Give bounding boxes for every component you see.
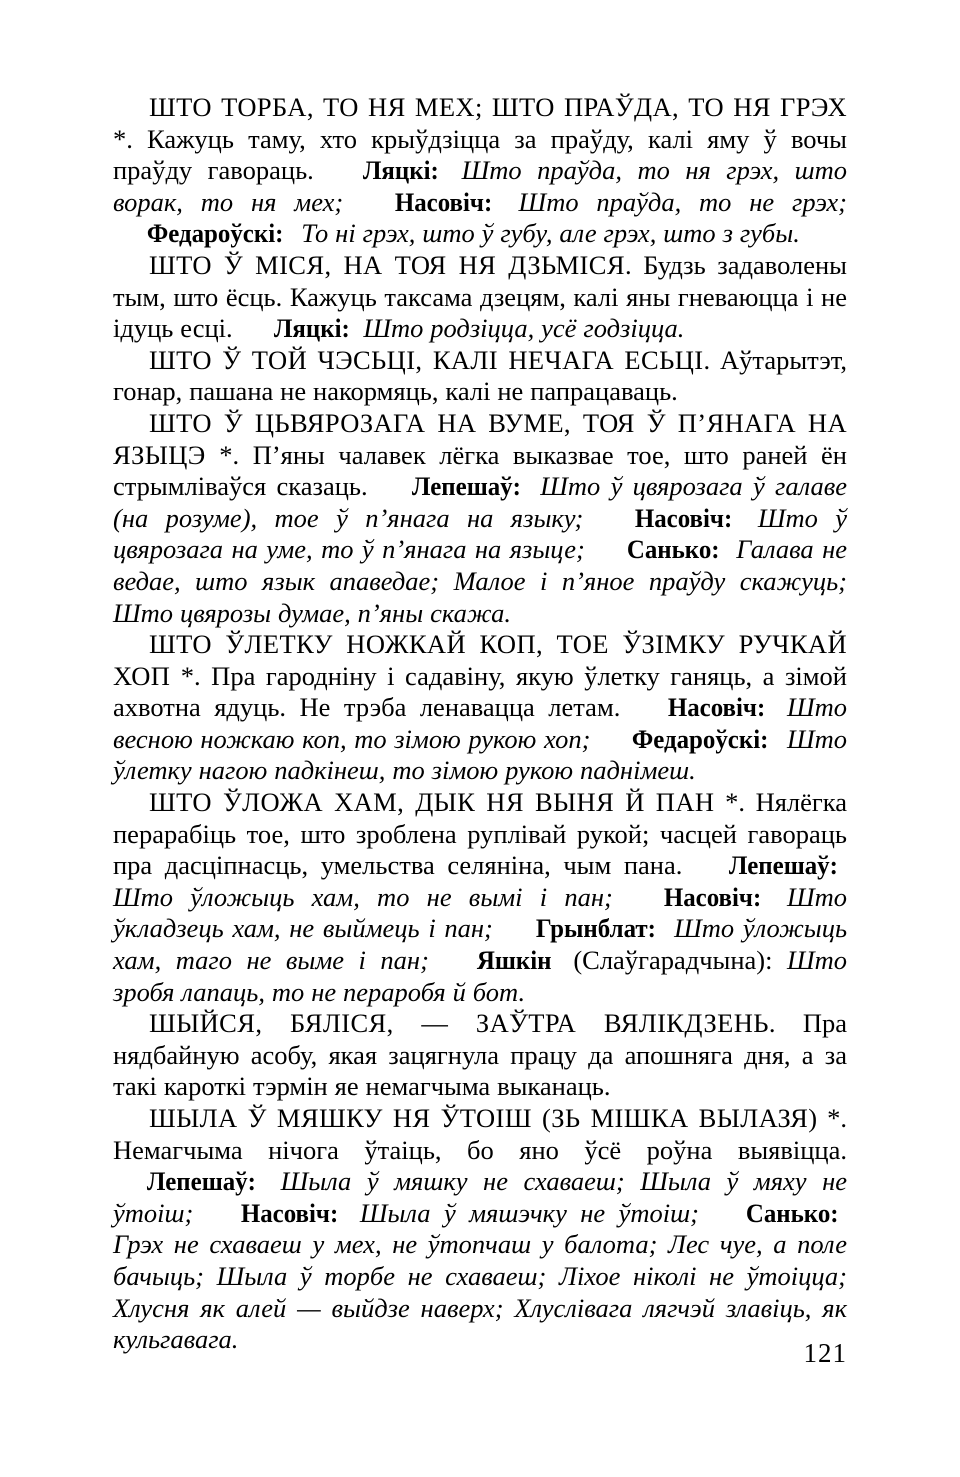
citation-source: Насовіч: [634, 502, 733, 533]
citation-variant: Што праўда, то не грэх; [500, 186, 847, 217]
entry-gloss: . П’яны чалавек лёгка выказвае тое, што раней ён стрымліваўся сказаць. [113, 439, 847, 502]
citation-source: Насовіч: [240, 1197, 339, 1228]
citation-variant: Што ў цвярозага на уме, то ў п’янага на языце; [113, 502, 848, 565]
footnote-marker: * [725, 787, 739, 818]
entry-headword: ШТО ЎЛЕТКУ НОЖКАЙ КОП, ТОЕ ЎЗІМКУ РУЧКАЙ ХОП [113, 629, 847, 691]
dictionary-entry [113, 345, 847, 408]
entry-headword: ШТО ТОРБА, ТО НЯ МЕХ; ШТО ПРАЎДА, ТО НЯ ГРЭХ [149, 92, 847, 122]
entry-headword: ШТО Ў ТОЙ ЧЭСЬЦІ, КАЛІ НЕЧАГА ЕСЬЦІ [149, 344, 704, 375]
citation-source: Грынблат: [535, 913, 656, 944]
entry-headword: ШТО ЎЛОЖА ХАМ, ДЫК НЯ ВЫНЯ Й ПАН [149, 787, 715, 818]
citation-region: (Слаўгарадчына): [558, 945, 787, 976]
citation-variant: Шыла ў мяшэчку не ўтоіш; [346, 1197, 713, 1228]
citation-variant: Што ўлетку нагою падкінеш, то зімою рукою паднімеш. [113, 723, 847, 786]
entry-gloss: . Пра гародніну і садавіну, якую ўлетку ганяць, а зімой ахвотна ядуць. Не трэба ленавацца летам. [113, 660, 847, 723]
dictionary-entry [113, 1103, 847, 1356]
citation-source: Насовіч: [663, 881, 762, 912]
citation-variant: Шыла ў мяшку не схаваеш; Шыла ў мяху не ўтоіш; [113, 1166, 847, 1228]
citation-source: Лепешаў: [728, 850, 838, 881]
citation-source: Насовіч: [394, 186, 493, 217]
citation-source: Санько: [627, 534, 720, 565]
page-text-column [113, 92, 847, 1356]
entry-headword: ШТО Ў МІСЯ, НА ТОЯ НЯ ДЗЬМІСЯ [149, 249, 625, 280]
citation-source: Федароўскі: [631, 723, 769, 754]
citation-source: Лепешаў: [411, 471, 521, 502]
entry-gloss: . Будзь задаволены тым, што ёсць. Кажуць таксама дзецям, калі яны гневаюцца і не ідуць есці. [113, 249, 847, 344]
page-number: 121 [803, 1338, 847, 1368]
entry-headword: ШЫЙСЯ, БЯЛІСЯ, — ЗАЎТРА ВЯЛІКДЗЕНЬ [149, 1008, 769, 1039]
citation-source: Федароўскі: [146, 218, 284, 249]
dictionary-entry [113, 1008, 847, 1103]
citation-variant: Што ў цвярозага ў галаве (на розуме), тое ў п’янага на языку; [113, 471, 847, 533]
footnote-marker: * [827, 1103, 841, 1133]
footnote-marker: * [113, 123, 127, 154]
entry-gloss: . Немагчыма нічога ўтаіць, бо яно ўсё роўна выявіцца. [113, 1103, 847, 1165]
entry-headword: ШТО Ў ЦЬВЯРОЗАГА НА ВУМЕ, ТОЯ Ў П’ЯНАГА НА ЯЗЫЦЭ [113, 407, 847, 470]
footnote-marker: * [180, 660, 195, 691]
entry-headword: ШЫЛА Ў МЯШКУ НЯ ЎТОІШ (ЗЬ МІШКА ВЫЛАЗЯ) [149, 1103, 818, 1133]
citation-variant: Што праўда, то ня грэх, што ворак, то ня мех; [113, 155, 847, 217]
citation-variant: Што ўложыць хам, таго не выме і пан; [113, 913, 848, 976]
citation-source: Ляцкі: [363, 155, 440, 186]
citation-source: Ляцкі: [273, 313, 350, 344]
citation-variant: Грэх не схаваеш у мех, не ўтопчаш у балота; Лес чуе, а поле бачыць; Шыла ў торбе не схаваеш; Ліхое ніколі не ўтоіцца; Хлусня як алей — выйдзе наверх; Хлуслівага лягчэй злавіць, як кульгавага. [113, 1229, 847, 1355]
dictionary-entry [113, 250, 847, 345]
citation-variant: То ні грэх, што ў губу, але грэх, што з губы. [294, 218, 800, 249]
citation-source: Лепешаў: [146, 1166, 256, 1197]
citation-variant: Што весною ножкаю коп, то зімою рукою хоп; [113, 692, 848, 754]
citation-variant: Што родзіцца, усё годзіцца. [356, 313, 685, 344]
entry-gloss: . Аўтарытэт, гонар, пашана не накормяць, калі не папрацаваць. [113, 344, 847, 407]
citation-variant: Што ўкладзець хам, не выймець і пан; [113, 881, 847, 944]
dictionary-entry [113, 787, 847, 1008]
citation-source: Насовіч: [667, 692, 766, 723]
footnote-marker: * [219, 439, 233, 470]
dictionary-entry [113, 629, 847, 787]
entry-gloss: . Кажуць таму, хто крыўдзіцца за праўду, калі яму ў вочы праўду гавораць. [113, 123, 847, 186]
entry-gloss: . Пра нядбайную асобу, якая зацягнула працу да апошняга дня, а за такі кароткі тэрмін яе немагчыма выканаць. [113, 1008, 847, 1102]
citation-variant: Што зробя лапаць, то не пераробя й бот. [113, 945, 847, 1007]
entry-gloss: . Нялёгка перарабіць тое, што зроблена руплівай рукой; часцей гавораць пра дасціпнасць, умельства селяніна, чым пана. [113, 787, 847, 881]
citation-source: Санько: [746, 1197, 839, 1228]
dictionary-entry [113, 408, 847, 629]
citation-variant: Галава не ведае, што язык апаведае; Малое і п’яное праўду скажуць; Што цвярозы думае, п’яны скажа. [113, 534, 847, 628]
citation-source: Яшкін [477, 945, 552, 976]
dictionary-entry [113, 92, 847, 250]
citation-variant: Што ўложыць хам, то не вымі і пан; [113, 881, 631, 912]
